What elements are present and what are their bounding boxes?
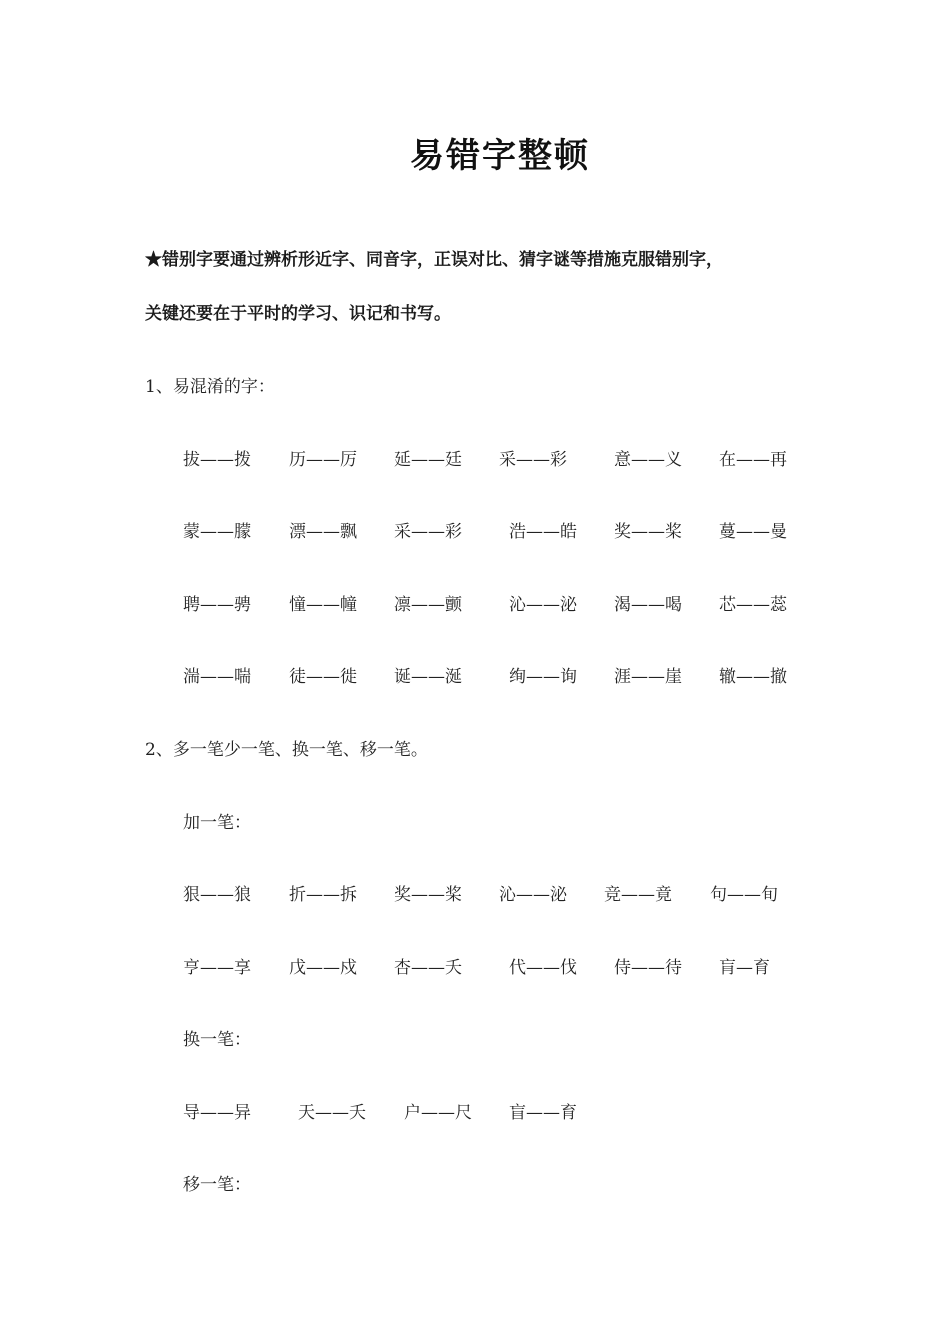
list-item: 天——夭 bbox=[298, 1103, 366, 1123]
change-stroke-label: 换一笔： bbox=[183, 1030, 251, 1050]
list-item: 沁——泌 bbox=[499, 885, 567, 905]
list-item: 漂——飘 bbox=[289, 522, 357, 542]
move-stroke-label: 移一笔： bbox=[183, 1175, 251, 1195]
list-item: 浩——皓 bbox=[509, 522, 577, 542]
list-item: 历——厉 bbox=[289, 450, 357, 470]
list-item: 蔓——曼 bbox=[719, 522, 787, 542]
section-1-heading: 1、易混淆的字： bbox=[145, 377, 275, 397]
list-item: 徒——徙 bbox=[289, 667, 357, 687]
list-item: 憧——幢 bbox=[289, 595, 357, 615]
list-item: 亨——享 bbox=[183, 958, 251, 978]
list-item: 户——尺 bbox=[404, 1103, 472, 1123]
list-item: 聘——骋 bbox=[183, 595, 251, 615]
list-item: 凛——颤 bbox=[394, 595, 462, 615]
intro-line-1: ★错别字要通过辨析形近字、同音字，正误对比、猜字谜等措施克服错别字， bbox=[145, 250, 723, 270]
list-item: 沁——泌 bbox=[509, 595, 577, 615]
list-item: 竞——竟 bbox=[604, 885, 672, 905]
list-item: 拔——拨 bbox=[183, 450, 251, 470]
list-item: 折——拆 bbox=[289, 885, 357, 905]
list-item: 侍——待 bbox=[614, 958, 682, 978]
list-item: 采——彩 bbox=[394, 522, 462, 542]
list-item: 蒙——朦 bbox=[183, 522, 251, 542]
list-item: 盲——育 bbox=[509, 1103, 577, 1123]
list-item: 奖——桨 bbox=[394, 885, 462, 905]
list-item: 辙——撤 bbox=[719, 667, 787, 687]
list-item: 狠——狼 bbox=[183, 885, 251, 905]
list-item: 句——旬 bbox=[710, 885, 778, 905]
list-item: 延——廷 bbox=[394, 450, 462, 470]
list-item: 导——异 bbox=[183, 1103, 251, 1123]
list-item: 意——义 bbox=[614, 450, 682, 470]
list-item: 渴——喝 bbox=[614, 595, 682, 615]
list-item: 在——再 bbox=[719, 450, 787, 470]
list-item: 代——伐 bbox=[509, 958, 577, 978]
list-item: 诞——涎 bbox=[394, 667, 462, 687]
page-title: 易错字整顿 bbox=[410, 136, 590, 176]
list-item: 芯——蕊 bbox=[719, 595, 787, 615]
add-stroke-label: 加一笔： bbox=[183, 813, 251, 833]
list-item: 涯——崖 bbox=[614, 667, 682, 687]
list-item: 绚——询 bbox=[509, 667, 577, 687]
section-2-heading: 2、多一笔少一笔、换一笔、移一笔。 bbox=[145, 740, 428, 760]
list-item: 戊——戍 bbox=[289, 958, 357, 978]
list-item: 湍——喘 bbox=[183, 667, 251, 687]
list-item: 奖——桨 bbox=[614, 522, 682, 542]
list-item: 采——彩 bbox=[499, 450, 567, 470]
intro-line-2: 关键还要在于平时的学习、识记和书写。 bbox=[145, 304, 451, 324]
list-item: 肓—育 bbox=[719, 958, 770, 978]
list-item: 杏——夭 bbox=[394, 958, 462, 978]
